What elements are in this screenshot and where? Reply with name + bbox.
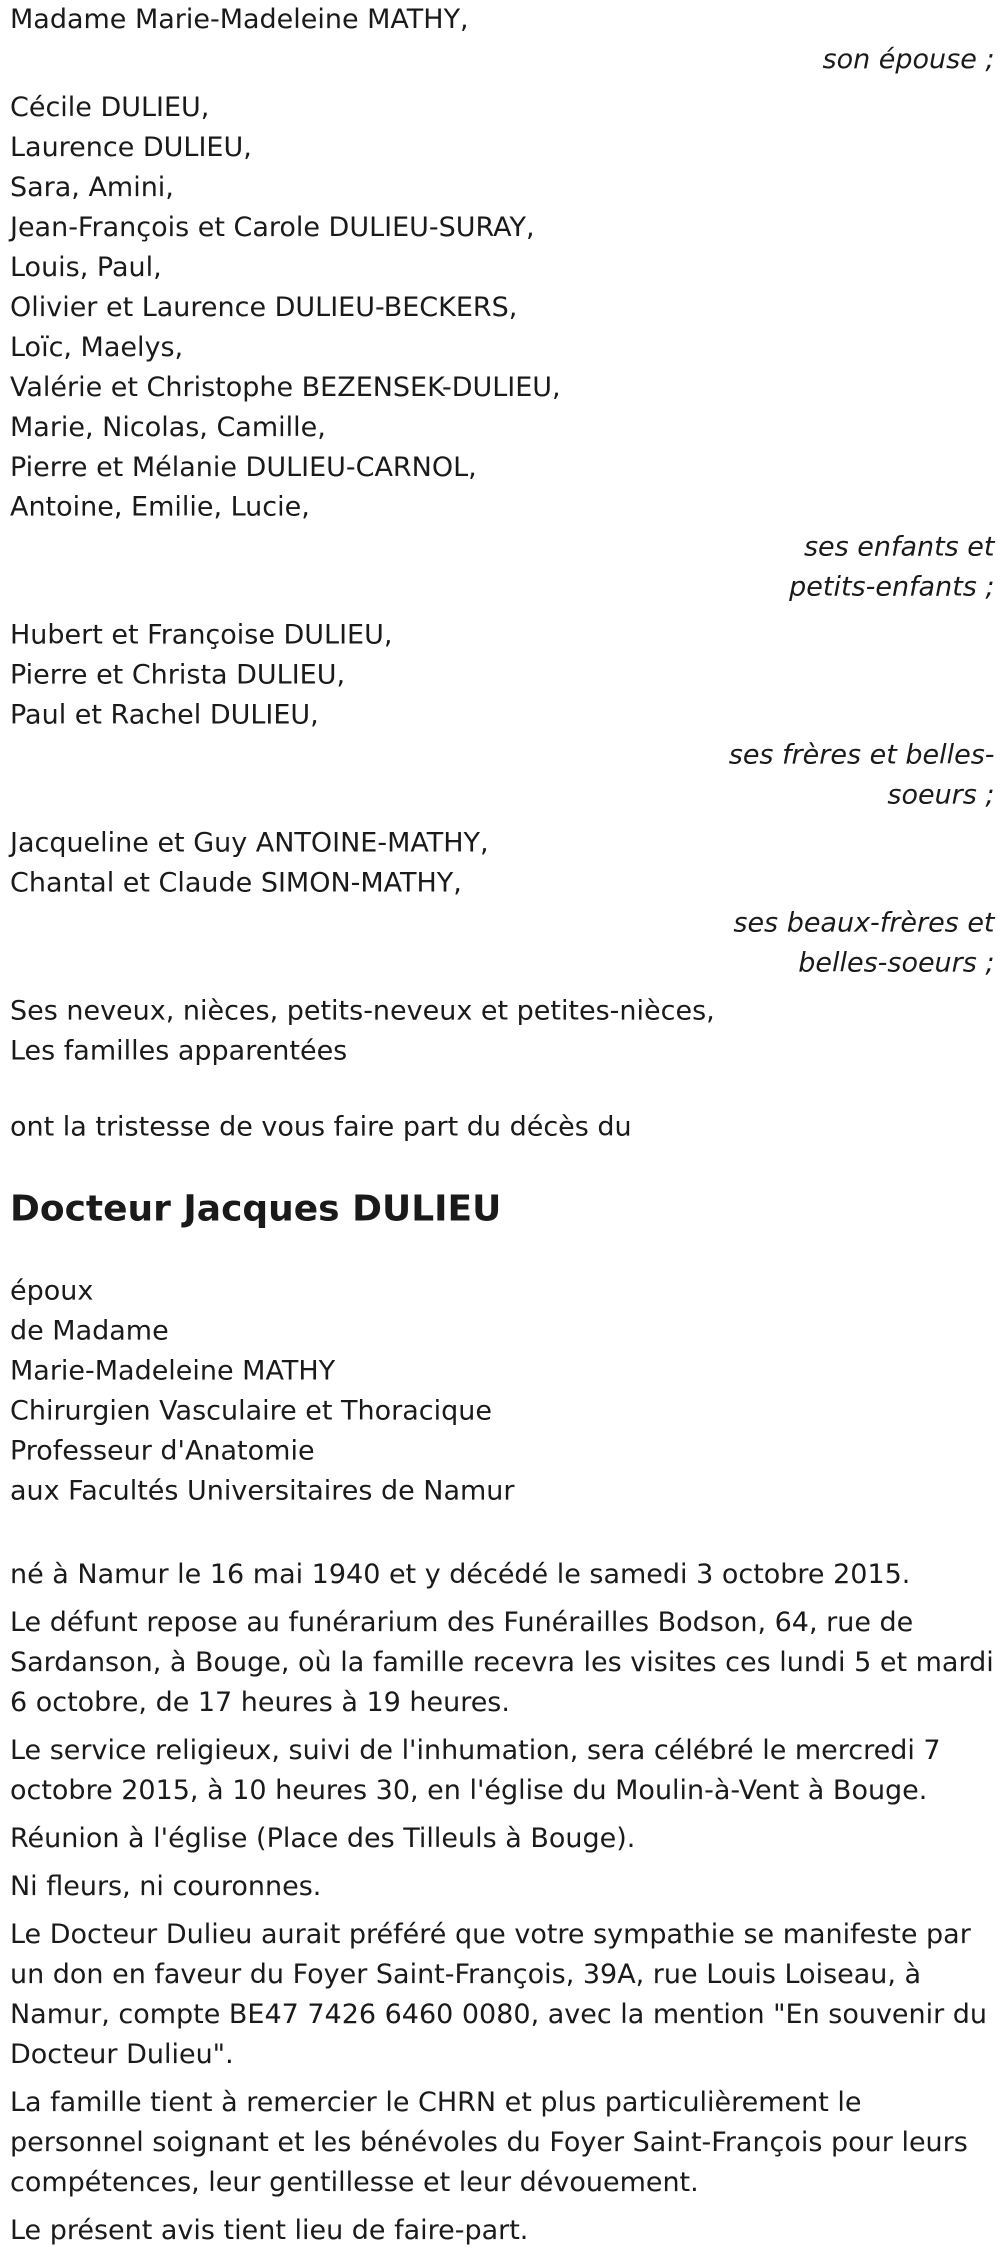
family-line: Cécile DULIEU,: [9, 91, 210, 123]
family-line: Pierre et Christa DULIEU,: [9, 659, 346, 691]
spacer: [10, 816, 995, 824]
family-line: Jacqueline et Guy ANTOINE-MATHY,: [9, 827, 489, 859]
paragraph-line: Ni fleurs, ni couronnes.: [9, 1871, 322, 1903]
spacer: [10, 80, 995, 88]
paragraph-line: compétences, leur gentillesse et leur dévouement.: [9, 2166, 699, 2198]
thanks-paragraph: [10, 2083, 995, 2203]
donation-paragraph: [10, 1915, 995, 2075]
notice-content: [10, 0, 995, 2259]
family-line: Olivier et Laurence DULIEU-BECKERS,: [9, 291, 518, 323]
family-line: Valérie et Christophe BEZENSEK-DULIEU,: [9, 371, 561, 403]
family-line: Marie, Nicolas, Camille,: [9, 411, 326, 443]
in-laws-group: [10, 824, 995, 984]
paragraph-line: 6 octobre, de 17 heures à 19 heures.: [9, 1687, 510, 1719]
family-line: Sara, Amini,: [9, 171, 174, 203]
spacer: [10, 1071, 995, 1107]
siblings-role-line: ses frères et belles-: [728, 739, 995, 771]
in-laws-role-line: ses beaux-frères et: [733, 907, 995, 939]
paragraph-line: Docteur Dulieu".: [9, 2038, 234, 2070]
service-paragraph: [10, 1731, 995, 1811]
paragraph-line: Le Docteur Dulieu aurait préféré que votre sympathie se manifeste par: [9, 1919, 971, 1951]
spacer: [10, 608, 995, 616]
siblings-role-line: soeurs ;: [887, 779, 995, 811]
children-role-line: ses enfants et: [803, 531, 995, 563]
birth-death-paragraph: [10, 1555, 995, 1595]
paragraph-line: Réunion à l'église (Place des Tilleuls à Bouge).: [9, 1823, 636, 1855]
paragraph-line: Le défunt repose au funérarium des Funérailles Bodson, 64, rue de: [9, 1607, 914, 1639]
in-laws-role-line: belles-soeurs ;: [798, 947, 995, 979]
paragraph-line: un don en faveur du Foyer Saint-François, 39A, rue Louis Loiseau, à: [9, 1959, 922, 1991]
family-line: Laurence DULIEU,: [9, 131, 252, 163]
detail-line: Marie-Madeleine MATHY: [9, 1355, 336, 1387]
spacer: [10, 1511, 995, 1547]
paragraph-line: Le service religieux, suivi de l'inhumation, sera célébré le mercredi 7: [9, 1735, 941, 1767]
paragraph-line: Le présent avis tient lieu de faire-part.: [9, 2214, 529, 2246]
paragraph-line: personnel soignant et les bénévoles du Foyer Saint-François pour leurs: [9, 2126, 968, 2158]
children-role-line: petits-enfants ;: [789, 571, 995, 603]
paragraph-line: Namur, compte BE47 7426 6460 0080, avec la mention "En souvenir du: [9, 1999, 988, 2030]
detail-line: Chirurgien Vasculaire et Thoracique: [9, 1395, 492, 1427]
deceased-name: Docteur Jacques DULIEU: [9, 1188, 502, 1230]
family-line: Pierre et Mélanie DULIEU-CARNOL,: [9, 451, 477, 483]
paragraph-line: Sardanson, à Bouge, où la famille recevra les visites ces lundi 5 et mardi: [9, 1647, 994, 1679]
announcement-text: ont la tristesse de vous faire part du décès du: [9, 1111, 632, 1143]
family-line: Les familles apparentées: [9, 1035, 348, 1067]
family-line: Louis, Paul,: [9, 251, 162, 283]
closing-paragraph: [10, 2211, 995, 2251]
spacer: [10, 1235, 995, 1271]
meeting-paragraph: [10, 1819, 995, 1859]
siblings-group: [10, 616, 995, 816]
deceased-details: [10, 1271, 995, 1511]
family-line: Antoine, Emilie, Lucie,: [9, 491, 310, 523]
detail-line: aux Facultés Universitaires de Namur: [9, 1475, 515, 1507]
spouse-group: [10, 0, 995, 80]
spacer: [10, 1147, 995, 1183]
family-line: Chantal et Claude SIMON-MATHY,: [9, 867, 462, 899]
family-line: Paul et Rachel DULIEU,: [9, 699, 319, 731]
paragraph-line: octobre 2015, à 10 heures 30, en l'église du Moulin-à-Vent à Bouge.: [9, 1775, 928, 1807]
paragraph-line: né à Namur le 16 mai 1940 et y décédé le samedi 3 octobre 2015.: [9, 1559, 911, 1591]
spacer: [10, 984, 995, 992]
paragraph-line: La famille tient à remercier le CHRN et plus particulièrement le: [9, 2086, 862, 2118]
spouse-name: Madame Marie-Madeleine MATHY,: [9, 3, 469, 35]
funerarium-paragraph: [10, 1603, 995, 1723]
family-line: Loïc, Maelys,: [9, 331, 184, 363]
detail-line: époux: [9, 1275, 94, 1307]
detail-line: de Madame: [9, 1315, 169, 1347]
family-line: Jean-François et Carole DULIEU-SURAY,: [9, 211, 535, 243]
detail-line: Professeur d'Anatomie: [9, 1435, 315, 1467]
spouse-role: son épouse ;: [822, 43, 995, 75]
children-group: [10, 88, 995, 608]
family-line: Hubert et Françoise DULIEU,: [9, 619, 393, 651]
flowers-paragraph: [10, 1867, 995, 1907]
family-line: Ses neveux, nièces, petits-neveux et petites-nièces,: [9, 995, 715, 1027]
spacer: [10, 1547, 995, 1555]
extended-family-group: [10, 992, 995, 1072]
